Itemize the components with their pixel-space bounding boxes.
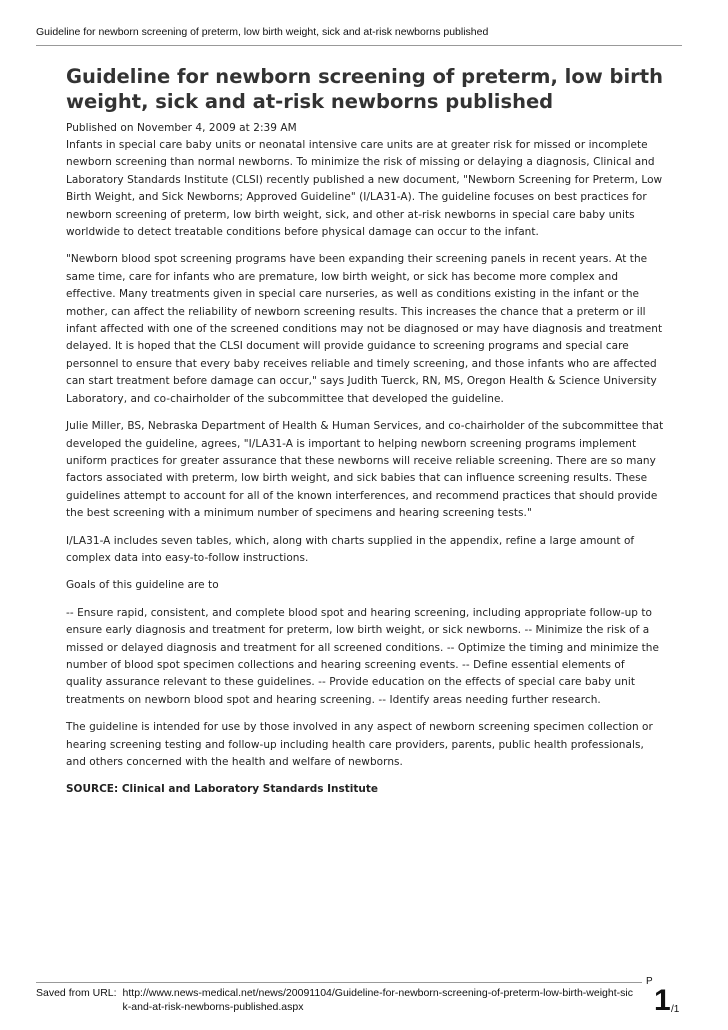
article-title: Guideline for newborn screening of preterm, low birth weight, sick and at-risk newborns published: [66, 65, 663, 113]
page-prefix: P: [646, 976, 653, 987]
article-paragraph-6: -- Ensure rapid, consistent, and complete blood spot and hearing screening, including appropriate follow-up to ensure early diagnosis and treatment for preterm, low birth weight, or sick newborns. -- Minimize the risk of a missed or delayed diagnosis and treatment for all screened conditions. -- Optimize the timing and minimize the number of blood spot specimen collections and hearing screening events. -- Define essential elements of quality assurance relevant to these guidelines. -- Provide education on the effects of special care baby unit treatments on newborn blood spot and hearing screening. -- Identify areas needing further research.: [66, 606, 660, 706]
article-paragraph-4: I/LA31-A includes seven tables, which, along with charts supplied in the appendix, refine a large amount of complex data into easy-to-follow instructions.: [66, 534, 635, 564]
source-credit: SOURCE: Clinical and Laboratory Standards Institute: [66, 783, 379, 796]
header-divider: [36, 45, 682, 46]
footer-saved-url: [36, 986, 636, 1014]
running-header: Guideline for newborn screening of preterm, low birth weight, sick and at-risk newborns published: [36, 26, 489, 38]
article-paragraph-3: Julie Miller, BS, Nebraska Department of Health & Human Services, and co-chairholder of the subcommittee that developed the guideline, agrees, "I/LA31-A is important to helping newborn screening programs implement uniform practices for greater assurance that these newborns will receive reliable screening. There are so many factors associated with preterm, low birth weight, and sick babies that can influence screening results. These guidelines attempt to account for all of the known interferences, and recommend practices that should provide the best screening with a minimum number of specimens and hearing screening tests.": [66, 420, 664, 520]
article-paragraph-5: Goals of this guideline are to: [66, 579, 219, 592]
page-number: 1: [654, 984, 671, 1017]
article-paragraph-7: The guideline is intended for use by those involved in any aspect of newborn screening specimen collection or hearing screening testing and follow-up including health care providers, parents, public health professionals, and others concerned with the health and welfare of newborns.: [66, 721, 653, 768]
page-indicator: [644, 976, 684, 1016]
saved-url-link[interactable]: http://www.news-medical.net/news/20091104/Guideline-for-newborn-screening-of-preterm-low-birth-weight-sick-and-at-risk-newborns-published.aspx: [122, 987, 633, 1013]
saved-url-label: Saved from URL:: [36, 987, 117, 999]
publish-date: Published on November 4, 2009 at 2:39 AM: [66, 122, 297, 134]
footer-divider: [36, 982, 642, 983]
article-paragraph-1: Infants in special care baby units or neonatal intensive care units are at greater risk for missed or incomplete newborn screening than normal newborns. To minimize the risk of missing or delaying a diagnosis, Clinical and Laboratory Standards Institute (CLSI) recently published a new document, "Newborn Screening for Preterm, Low Birth Weight, and Sick Newborns; Approved Guideline" (I/LA31-A). The guideline focuses on best practices for newborn screening of preterm, low birth weight, sick, and other at-risk newborns in special care baby units worldwide to detect treatable conditions before physical damage can occur to the infant.: [66, 139, 663, 239]
page-total: /1: [671, 1004, 680, 1015]
article: [66, 64, 664, 798]
article-paragraph-2: "Newborn blood spot screening programs have been expanding their screening panels in recent years. At the same time, care for infants who are premature, low birth weight, or sick has become more complex and effective. Many treatments given in special care nurseries, as well as conditions existing in the infant or the mother, can affect the reliability of newborn screening results. This increases the chance that a preterm or ill infant affected with one of the screened conditions may not be diagnosed or may have diagnosis and treatment delayed. It is hoped that the CLSI document will provide guidance to screening programs and special care personnel to ensure that every baby receives reliable and timely screening, and those infants who are affected can start treatment before damage can occur," says Judith Tuerck, RN, MS, Oregon Health & Science University Laboratory, and co-chairholder of the subcommittee that developed the guideline.: [66, 253, 663, 405]
